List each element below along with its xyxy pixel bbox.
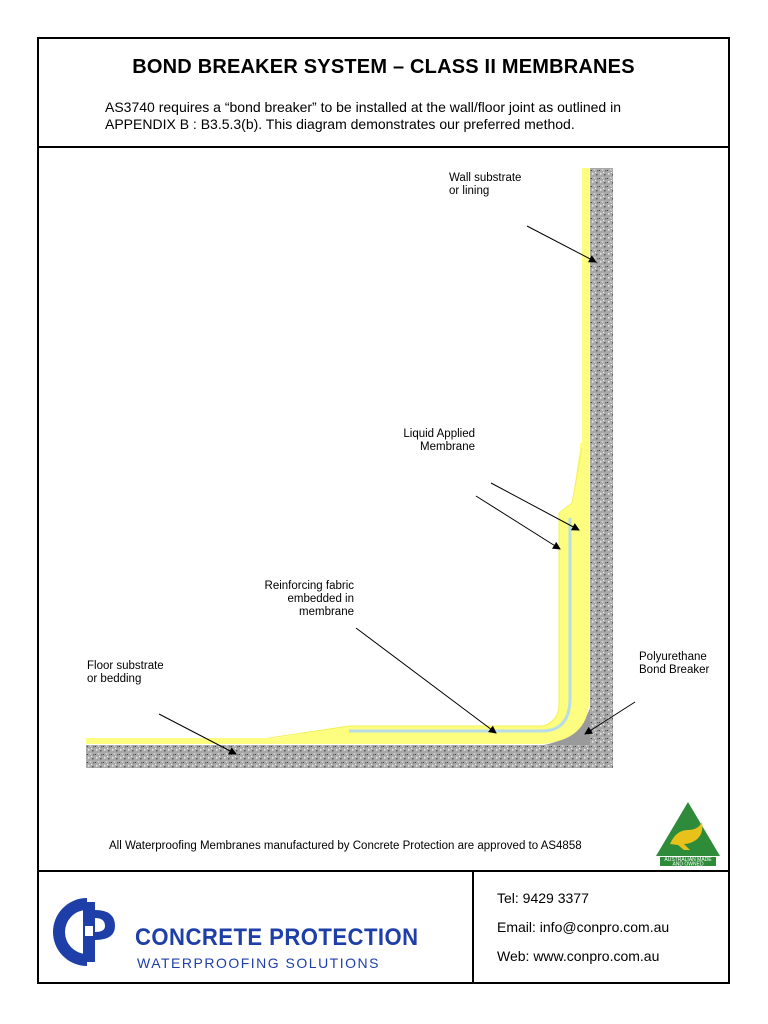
australian-made-logo-icon bbox=[654, 800, 722, 870]
bond-breaker-diagram bbox=[39, 148, 728, 870]
label-bond-breaker: Polyurethane Bond Breaker bbox=[639, 651, 710, 676]
reinforcing-fabric bbox=[349, 518, 570, 731]
australian-made-badge bbox=[654, 800, 722, 870]
badge-line-2: AND OWNED bbox=[672, 861, 704, 868]
floor-substrate bbox=[86, 745, 613, 768]
concrete-protection-logo-icon bbox=[47, 892, 127, 972]
label-wall-substrate: Wall substrate or lining bbox=[449, 172, 522, 197]
diagram-svg bbox=[39, 148, 728, 870]
brand-name: CONCRETE PROTECTION bbox=[135, 924, 419, 951]
document-frame bbox=[37, 37, 730, 984]
intro-line-2: APPENDIX B : B3.5.3(b). This diagram demonstrates our preferred method. bbox=[105, 116, 575, 132]
intro-line-1: AS3740 requires a “bond breaker” to be installed at the wall/floor joint as outlined in bbox=[105, 99, 621, 115]
contact-email[interactable]: Email: info@conpro.com.au bbox=[497, 919, 670, 935]
label-floor-substrate: Floor substrate or bedding bbox=[87, 660, 164, 685]
company-logo bbox=[47, 892, 447, 972]
page-title: BOND BREAKER SYSTEM – CLASS II MEMBRANES bbox=[132, 56, 635, 78]
badge-line-1: AUSTRALIAN MADE bbox=[664, 857, 712, 863]
brand-tagline: WATERPROOFING SOLUTIONS bbox=[137, 955, 380, 971]
header bbox=[39, 39, 728, 148]
footer bbox=[39, 870, 728, 984]
arrow-fabric bbox=[356, 628, 496, 733]
arrow-membrane-1 bbox=[476, 496, 560, 549]
label-reinforcing-fabric: Reinforcing fabric embedded in membrane bbox=[264, 580, 354, 618]
wall-substrate bbox=[590, 168, 613, 768]
contact-tel: Tel: 9429 3377 bbox=[497, 890, 589, 906]
footer-divider bbox=[472, 872, 474, 984]
arrow-membrane-2 bbox=[491, 483, 579, 530]
label-liquid-membrane: Liquid Applied Membrane bbox=[403, 428, 475, 453]
intro-text bbox=[105, 99, 705, 133]
membrane-wall-thin bbox=[582, 168, 589, 448]
approval-statement: All Waterproofing Membranes manufactured by Concrete Protection are approved to AS4858 bbox=[109, 840, 582, 852]
contact-web[interactable]: Web: www.conpro.com.au bbox=[497, 948, 660, 964]
membrane-floor-thin bbox=[86, 738, 277, 744]
